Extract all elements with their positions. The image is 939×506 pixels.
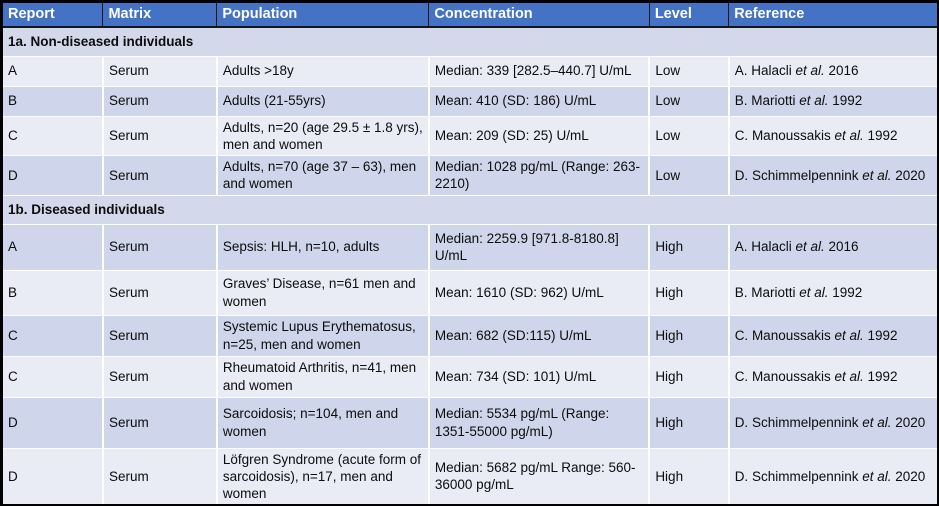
reference-author: B. Mariotti [734, 284, 800, 300]
concentration-cell: Mean: 682 (SD:115) U/mL [429, 315, 649, 356]
reference-author: D. Schimmelpennink [734, 468, 863, 484]
reference-et-al: et al. [795, 63, 825, 79]
reference-cell [729, 86, 937, 116]
population-cell: Löfgren Syndrome (acute form of sarcoidosis), n=17, men and women [217, 448, 429, 504]
reference-et-al: et al. [834, 327, 864, 343]
reference-et-al: et al. [862, 414, 892, 430]
concentration-cell: Median: 5534 pg/mL (Range: 1351-55000 pg/mL) [429, 397, 649, 448]
reference-year: 2020 [891, 167, 926, 183]
reference-year: 1992 [863, 128, 898, 144]
level-cell: High [649, 448, 728, 504]
population-cell: Sepsis: HLH, n=10, adults [217, 224, 429, 270]
table-row [3, 116, 937, 156]
matrix-cell: Serum [103, 224, 217, 270]
level-cell: Low [649, 56, 728, 86]
level-cell: High [649, 397, 728, 448]
concentration-cell: Median: 2259.9 [971.8-8180.8] U/mL [429, 224, 649, 270]
matrix-cell: Serum [103, 270, 217, 315]
section-header-row [3, 27, 937, 56]
matrix-cell: Serum [103, 116, 217, 156]
table-row [3, 56, 937, 86]
reference-author: C. Manoussakis [734, 368, 835, 384]
level-cell: High [649, 315, 728, 356]
population-cell: Rheumatoid Arthritis, n=41, men and women [217, 356, 429, 397]
reference-author: A. Halacli [734, 239, 796, 255]
section-title: 1a. Non-diseased individuals [3, 27, 937, 56]
concentration-cell: Mean: 1610 (SD: 962) U/mL [429, 270, 649, 315]
reference-year: 1992 [828, 284, 863, 300]
section-header-row [3, 195, 937, 224]
table-row [3, 448, 937, 504]
reference-author: C. Manoussakis [734, 128, 835, 144]
report-cell: D [3, 156, 103, 196]
reference-et-al: et al. [834, 128, 864, 144]
concentration-cell: Mean: 209 (SD: 25) U/mL [429, 116, 649, 156]
level-cell: High [649, 356, 728, 397]
population-cell: Graves’ Disease, n=61 men and women [217, 270, 429, 315]
population-cell: Sarcoidosis; n=104, men and women [217, 397, 429, 448]
matrix-cell: Serum [103, 397, 217, 448]
column-header-matrix: Matrix [103, 3, 217, 27]
concentration-cell: Median: 339 [282.5–440.7] U/mL [429, 56, 649, 86]
reference-cell [729, 315, 937, 356]
population-cell: Adults (21-55yrs) [217, 86, 429, 116]
reference-cell [729, 356, 937, 397]
reference-et-al: et al. [834, 368, 864, 384]
table-row [3, 397, 937, 448]
reference-et-al: et al. [799, 284, 829, 300]
column-header-level: Level [649, 3, 728, 27]
matrix-cell: Serum [103, 315, 217, 356]
reference-author: B. Mariotti [734, 93, 800, 109]
reference-year: 2020 [891, 414, 926, 430]
reference-cell [729, 224, 937, 270]
concentration-cell: Median: 5682 pg/mL Range: 560-36000 pg/mL [429, 448, 649, 504]
report-cell: B [3, 270, 103, 315]
table-row [3, 315, 937, 356]
report-cell: D [3, 448, 103, 504]
column-header-reference: Reference [729, 3, 937, 27]
concentration-cell: Mean: 734 (SD: 101) U/mL [429, 356, 649, 397]
reference-year: 2016 [824, 239, 859, 255]
matrix-cell: Serum [103, 156, 217, 196]
reference-cell [729, 270, 937, 315]
column-header-concentration: Concentration [429, 3, 649, 27]
section-title: 1b. Diseased individuals [3, 195, 937, 224]
matrix-cell: Serum [103, 356, 217, 397]
matrix-cell: Serum [103, 86, 217, 116]
reference-cell [729, 448, 937, 504]
reference-et-al: et al. [799, 93, 829, 109]
table-row [3, 270, 937, 315]
reference-cell [729, 56, 937, 86]
population-cell: Adults, n=20 (age 29.5 ± 1.8 yrs), men and women [217, 116, 429, 156]
level-cell: Low [649, 86, 728, 116]
reference-year: 1992 [863, 368, 898, 384]
reference-cell [729, 116, 937, 156]
reference-cell [729, 156, 937, 196]
report-cell: C [3, 315, 103, 356]
reference-et-al: et al. [862, 468, 892, 484]
reference-year: 2016 [824, 63, 859, 79]
reference-year: 1992 [863, 327, 898, 343]
report-cell: A [3, 56, 103, 86]
concentration-reference-table [3, 3, 937, 504]
population-cell: Adults >18y [217, 56, 429, 86]
reference-author: D. Schimmelpennink [734, 414, 863, 430]
report-cell: A [3, 224, 103, 270]
report-cell: C [3, 356, 103, 397]
reference-author: A. Halacli [734, 63, 796, 79]
concentration-cell: Median: 1028 pg/mL (Range: 263-2210) [429, 156, 649, 196]
table-row [3, 224, 937, 270]
reference-et-al: et al. [795, 239, 825, 255]
concentration-cell: Mean: 410 (SD: 186) U/mL [429, 86, 649, 116]
report-cell: B [3, 86, 103, 116]
reference-year: 1992 [828, 93, 863, 109]
table-row [3, 356, 937, 397]
table-row [3, 156, 937, 196]
matrix-cell: Serum [103, 56, 217, 86]
reference-et-al: et al. [862, 167, 892, 183]
level-cell: Low [649, 116, 728, 156]
table-body [3, 27, 937, 504]
matrix-cell: Serum [103, 448, 217, 504]
table-header-row [3, 3, 937, 27]
level-cell: Low [649, 156, 728, 196]
reference-author: D. Schimmelpennink [734, 167, 863, 183]
column-header-population: Population [217, 3, 429, 27]
population-cell: Systemic Lupus Erythematosus, n=25, men and women [217, 315, 429, 356]
reference-author: C. Manoussakis [734, 327, 835, 343]
column-header-report: Report [3, 3, 103, 27]
table-row [3, 86, 937, 116]
report-cell: D [3, 397, 103, 448]
reference-cell [729, 397, 937, 448]
level-cell: High [649, 224, 728, 270]
level-cell: High [649, 270, 728, 315]
reference-year: 2020 [891, 468, 926, 484]
population-cell: Adults, n=70 (age 37 – 63), men and women [217, 156, 429, 196]
report-cell: C [3, 116, 103, 156]
